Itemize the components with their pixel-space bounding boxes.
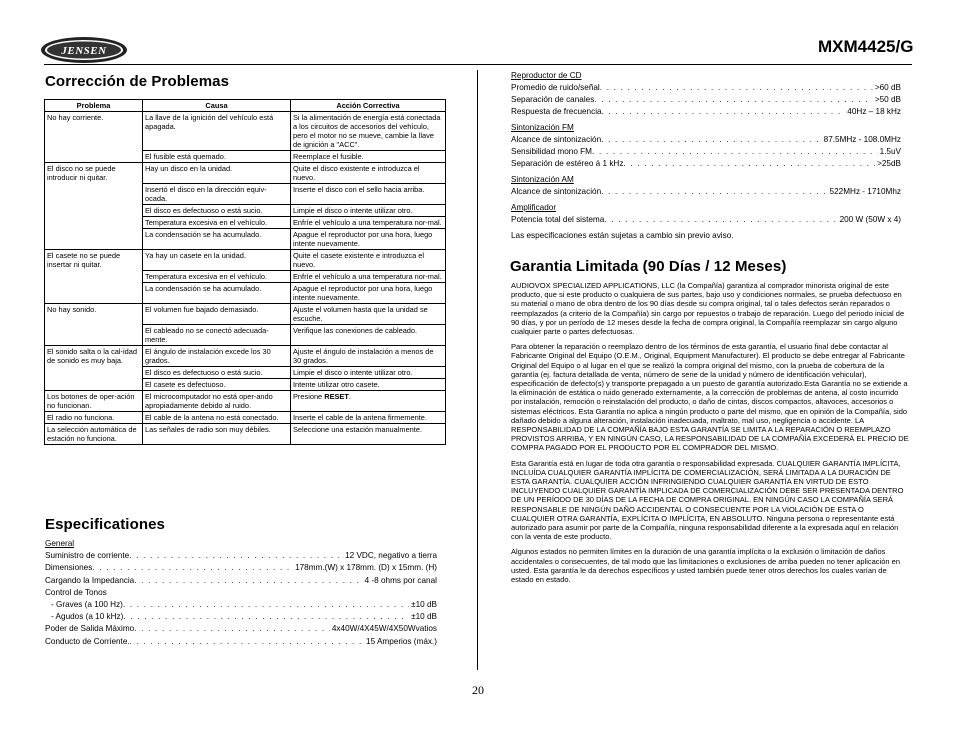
spec-row: [45, 562, 437, 574]
spec-row: [45, 575, 437, 587]
action-cell: Apague el reproductor por una hora, luego intente nuevamente.: [291, 283, 446, 304]
table-row: [45, 163, 446, 184]
spec-label: Separación de canales: [511, 95, 595, 104]
spec-row: [45, 550, 437, 562]
spec-value: 4 -8 ohms por canal: [364, 575, 437, 585]
spec-row: [45, 611, 437, 623]
page-number: 20: [472, 683, 484, 697]
action-cell: [291, 391, 446, 412]
general-heading: General: [45, 539, 75, 548]
spec-value: 15 Amperios (máx.): [366, 636, 437, 646]
spec-row: [511, 134, 901, 146]
spec-row: [511, 82, 901, 94]
action-cell: Reemplace el fusible.: [291, 151, 446, 163]
spec-label: Sensibilidad mono FM: [511, 147, 593, 156]
action-cell: Enfríe el vehículo a una temperatura nor-mal.: [291, 217, 446, 229]
cause-cell: El disco es defectuoso o está sucio.: [143, 205, 291, 217]
spec-label: - Agudos (a 10 kHz): [51, 612, 124, 622]
specs-general: [45, 538, 437, 648]
cause-cell: El ángulo de instalación excede los 30 grados.: [143, 346, 291, 367]
action-cell: Intente utilizar otro casete.: [291, 379, 446, 391]
problem-cell: No hay sonido.: [45, 304, 143, 346]
table-row: [45, 112, 446, 151]
table-row: [45, 304, 446, 325]
warranty-paragraph: Para obtener la reparación o reemplazo dentro de los términos de esta garantía, el usuario final debe contactar al Fabricante Original del Equipo (O.E.M., Original, Equipment Manufacturer). El producto se debe entregar al Fabricante Original del Equipo o al lugar en el que se realizó la compra original del mismo, con la prueba de cobertura de la garantía (ej. factura detallada de venta, número de serie de la unidad y número de identificación vehicular), especificación de defecto(s) y transporte prepagado a un puesto de garantía autorizado.Esta Garantía no se extiende a la eliminación de estática o ruido generado externamente, a la corrección de problemas de antena, al costo incurrido por instalación, remoción o reinstalación del producto, o daño de cintas, discos compactos, altavoces, accesorios o sistemas eléctricos. Esta Garantía no aplica a ningún producto o parte del mismo, que en opinión de la Compañía, sido dañado debido a alguna alteración, instalación inadecuada, maltrato, mal uso, negligencia o accidente. LA RESPONSABILIDAD DE LA COMPAÑÍA BAJO ESTA GARANTÍA SE LIMITA A LA REPARACIÓN O REEMPLAZO PROVISTOS ARRIBA, Y EN NINGÚN CASO, LA RESPONSABILIDAD DE LA COMPAÑÍA EXCEDERÁ EL PRECIO DE COMPRA PAGADO POR EL PRODUCTO POR EL COMPRADOR DEL MISMO.: [511, 342, 909, 453]
cause-cell: El casete es defectuoso.: [143, 379, 291, 391]
spec-value: ±10 dB: [411, 612, 437, 622]
problem-cell: Los botones de oper-ación no funcionan.: [45, 391, 143, 412]
dot-leader: [129, 550, 343, 562]
problem-cell: El radio no funciona.: [45, 412, 143, 424]
action-cell: Inserte el disco con el sello hacia arriba.: [291, 184, 446, 205]
spec-label: Potencia total del sistema: [511, 215, 605, 224]
spec-value: 200 W (50W x 4): [839, 215, 901, 224]
action-cell: Apague el reproductor por una hora, luego intente nuevamente.: [291, 229, 446, 250]
dot-leader: [134, 623, 330, 635]
dot-leader: [602, 106, 846, 118]
table-row: [45, 346, 446, 367]
column-divider: [477, 70, 478, 670]
col-header-cause: Causa: [143, 100, 291, 112]
amp-heading: Amplificador: [511, 203, 557, 212]
dot-leader: [604, 214, 837, 226]
warranty-paragraph: AUDIOVOX SPECIALIZED APPLICATIONS, LLC (la Compañía) garantiza al comprador minorista original de este producto, que si este producto o cualquiera de sus partes, bajo uso y condiciones normales, se prueba defectuoso en su material o mano de obra dentro de los 90 días desde su compra original, tal o tales defectos serán reparados o reemplazados (a criterio de la Compañía) sin cargo por repuestos o trabajo de reparación. Luego del periodo inicial de 90 días, y por un período de 12 meses desde la fecha de compra original, la Compañía reemplazar sin cargo alguno cualquier parte o partes defectuosas.: [511, 281, 905, 337]
svg-text:JENSEN: JENSEN: [61, 45, 107, 57]
cause-cell: Las señales de radio son muy débiles.: [143, 424, 291, 445]
table-row: [45, 391, 446, 412]
cause-cell: La llave de la ignición del vehículo está apagada.: [143, 112, 291, 151]
cause-cell: Temperatura excesiva en el vehículo.: [143, 271, 291, 283]
dot-leader: [134, 575, 362, 587]
cause-cell: La condensación se ha acumulado.: [143, 283, 291, 304]
dot-leader: [92, 562, 293, 574]
model-number: MXM4425/G: [818, 37, 914, 56]
dot-leader: [592, 146, 878, 158]
spec-row: [45, 623, 437, 635]
action-cell: Si la alimentación de energía está conectada a los circuitos de accesorios del vehículo, pero el motor no se mueve, cambie la llave de ignición a "ACC".: [291, 112, 446, 151]
troubleshooting-table: [44, 99, 446, 445]
spec-label: Suministro de corriente: [45, 551, 130, 561]
spec-value: 12 VDC, negativo a tierra: [345, 551, 437, 561]
spec-label: Respuesta de frecuencia: [511, 107, 602, 116]
spec-label: Alcance de sintonización: [511, 187, 602, 196]
spec-value: 178mm.(W) x 178mm. (D) x 15mm. (H): [295, 563, 437, 573]
dot-leader: [130, 636, 364, 648]
cause-cell: Hay un disco en la unidad.: [143, 163, 291, 184]
spec-row: [511, 158, 901, 170]
reset-label: RESET: [324, 392, 349, 401]
cause-cell: El fusible está quemado.: [143, 151, 291, 163]
specs-title: Especificationes: [45, 516, 165, 533]
problem-cell: El casete no se puede insertar ni quitar.: [45, 250, 143, 304]
warranty-text: [511, 281, 909, 590]
spec-label: Cargando la Impedancia: [45, 575, 135, 585]
spec-label: Separación de estéreo á 1 kHz: [511, 159, 624, 168]
spec-value: 4x40W/4X45W/4X50Wvatios: [331, 624, 437, 634]
problem-cell: La selección automática de estación no funciona.: [45, 424, 143, 445]
col-header-action: Acción Correctiva: [291, 100, 446, 112]
spec-label: Dimensiones: [45, 563, 93, 573]
cause-cell: Insertó el disco en la dirección equiv-ocada.: [143, 184, 291, 205]
dot-leader: [594, 94, 873, 106]
cause-cell: El microcomputador no está oper-ando apropiadamente debido al ruido.: [143, 391, 291, 412]
dot-leader: [623, 158, 875, 170]
spec-row: [511, 214, 901, 226]
header-rule: [44, 64, 912, 65]
table-row: [45, 424, 446, 445]
specs-right: [511, 70, 901, 242]
action-cell: Verifique las conexiones de cableado.: [291, 325, 446, 346]
action-cell: Limpie el disco o intente utilizar otro.: [291, 205, 446, 217]
tone-label: Control de Tonos: [45, 587, 107, 597]
spec-value: 522MHz - 1710Mhz: [829, 187, 901, 196]
problem-cell: No hay corriente.: [45, 112, 143, 163]
action-cell: Ajuste el volumen hasta que la unidad se escuche.: [291, 304, 446, 325]
spec-label: - Graves (a 100 Hz): [51, 600, 123, 610]
cd-heading: Reproductor de CD: [511, 71, 582, 80]
spec-value: ±10 dB: [411, 600, 437, 610]
dot-leader: [601, 186, 827, 198]
fm-heading: Sintonización FM: [511, 123, 574, 132]
jensen-logo: [40, 36, 128, 64]
spec-value: >60 dB: [874, 83, 901, 92]
cause-cell: Temperatura excesiva en el vehículo.: [143, 217, 291, 229]
spec-label: Promedio de ruido/señal: [511, 83, 600, 92]
action-cell: Quite el disco existente e introduzca el nuevo.: [291, 163, 446, 184]
action-cell: Limpie el disco o intente utilizar otro.: [291, 367, 446, 379]
spec-row: [45, 636, 437, 648]
cause-cell: El volumen fue bajado demasiado.: [143, 304, 291, 325]
spec-row: [511, 94, 901, 106]
spec-label: Alcance de sintonización: [511, 135, 602, 144]
spec-label: Poder de Salida Máximo: [45, 624, 135, 634]
col-header-problem: Problema: [45, 100, 143, 112]
cause-cell: El cableado no se conectó adecuada-mente.: [143, 325, 291, 346]
cause-cell: El cable de la antena no está conectado.: [143, 412, 291, 424]
table-row: [45, 250, 446, 271]
spec-value: 40Hz – 18 kHz: [847, 107, 901, 116]
cause-cell: La condensación se ha acumulado.: [143, 229, 291, 250]
troubleshooting-title: Corrección de Problemas: [45, 73, 230, 90]
action-cell: Inserte el cable de la antena firmemente.: [291, 412, 446, 424]
spec-row: [511, 146, 901, 158]
spec-value: 1.5uV: [879, 147, 901, 156]
spec-label: Conducto de Corriente.: [45, 636, 130, 646]
cause-cell: El disco es defectuoso o está sucio.: [143, 367, 291, 379]
action-text: Presione: [293, 392, 325, 401]
am-heading: Sintonización AM: [511, 175, 574, 184]
problem-cell: El disco no se puede introducir ni quitar.: [45, 163, 143, 250]
table-row: [45, 412, 446, 424]
spec-value: >25dB: [877, 159, 901, 168]
dot-leader: [601, 134, 822, 146]
spec-row: [511, 106, 901, 118]
specs-note: Las especificaciones están sujetas a cambio sin previo aviso.: [511, 231, 734, 240]
spec-value: >50 dB: [874, 95, 901, 104]
action-cell: Ajuste el ángulo de instalación a menos de 30 grados.: [291, 346, 446, 367]
action-text: .: [348, 392, 351, 401]
warranty-title: Garantia Limitada (90 Días / 12 Meses): [510, 258, 787, 275]
spec-row: [511, 186, 901, 198]
warranty-paragraph: Esta Garantía está en lugar de toda otra garantía o responsabilidad expresada. CUALQUIER GARANTÍA IMPLÍCITA, INCLUÍDA CUALQUIER GARANTÍA IMPLÍCITA DE COMERCIALIZACIÓN, SERÁ LIMITADA A LA DURACIÓN DE ESTA GARANTÍA. CUALQUIER ACCIÓN INFRINGIENDO CUALQUIER GARANTÍA EN VIRTUD DE ESTO INCLUYENDO CUALQUIER GARANTÍA IMPLICADA DE COMERCIALIZACIÓN DEBE SER PRESENTADA DENTRO DE UN PERÍODO DE 30 DÍAS DE LA FECHA DE COMPRA ORIGINAL. EN NINGÚN CASO LA COMPAÑÍA SERÁ RESPONSABLE DE NINGÚN DAÑO ACCIDENTAL O CONSECUENTE POR LA VIOLACIÓN DE ESTA O CUALQUIER OTRA GARANTÍA, EXPLÍCITA O IMPLÍCITA, EN ABSOLUTO. Ninguna persona o representante está autorizado para asumir por parte de la Compañía, ninguna responsabilidad diferente a la expresada aquí en relación con la venta de este producto.: [511, 458, 904, 542]
action-cell: Seleccione una estación manualmente.: [291, 424, 446, 445]
dot-leader: [123, 611, 409, 623]
dot-leader: [600, 82, 873, 94]
spec-value: 87.5MHz - 108.0MHz: [823, 135, 901, 144]
problem-cell: El sonido salta o la cal-idad de sonido es muy baja.: [45, 346, 143, 391]
action-cell: Quite el casete existente e introduzca el nuevo.: [291, 250, 446, 271]
dot-leader: [123, 599, 409, 611]
spec-row: [45, 599, 437, 611]
cause-cell: Ya hay un casete en la unidad.: [143, 250, 291, 271]
action-cell: Enfríe el vehículo a una temperatura nor-mal.: [291, 271, 446, 283]
warranty-paragraph: Algunos estados no permiten límites en la duración de una garantía implícita o la exclusión o limitación de daños accidentales o consecuentes, de tal modo que las limitaciones o exclusiones de arriba pueden no tener aplicación en usted. Esta garantía le da derechos específicos y usted también puede tener otros derechos los cuales varían de estado en estado.: [511, 547, 900, 585]
